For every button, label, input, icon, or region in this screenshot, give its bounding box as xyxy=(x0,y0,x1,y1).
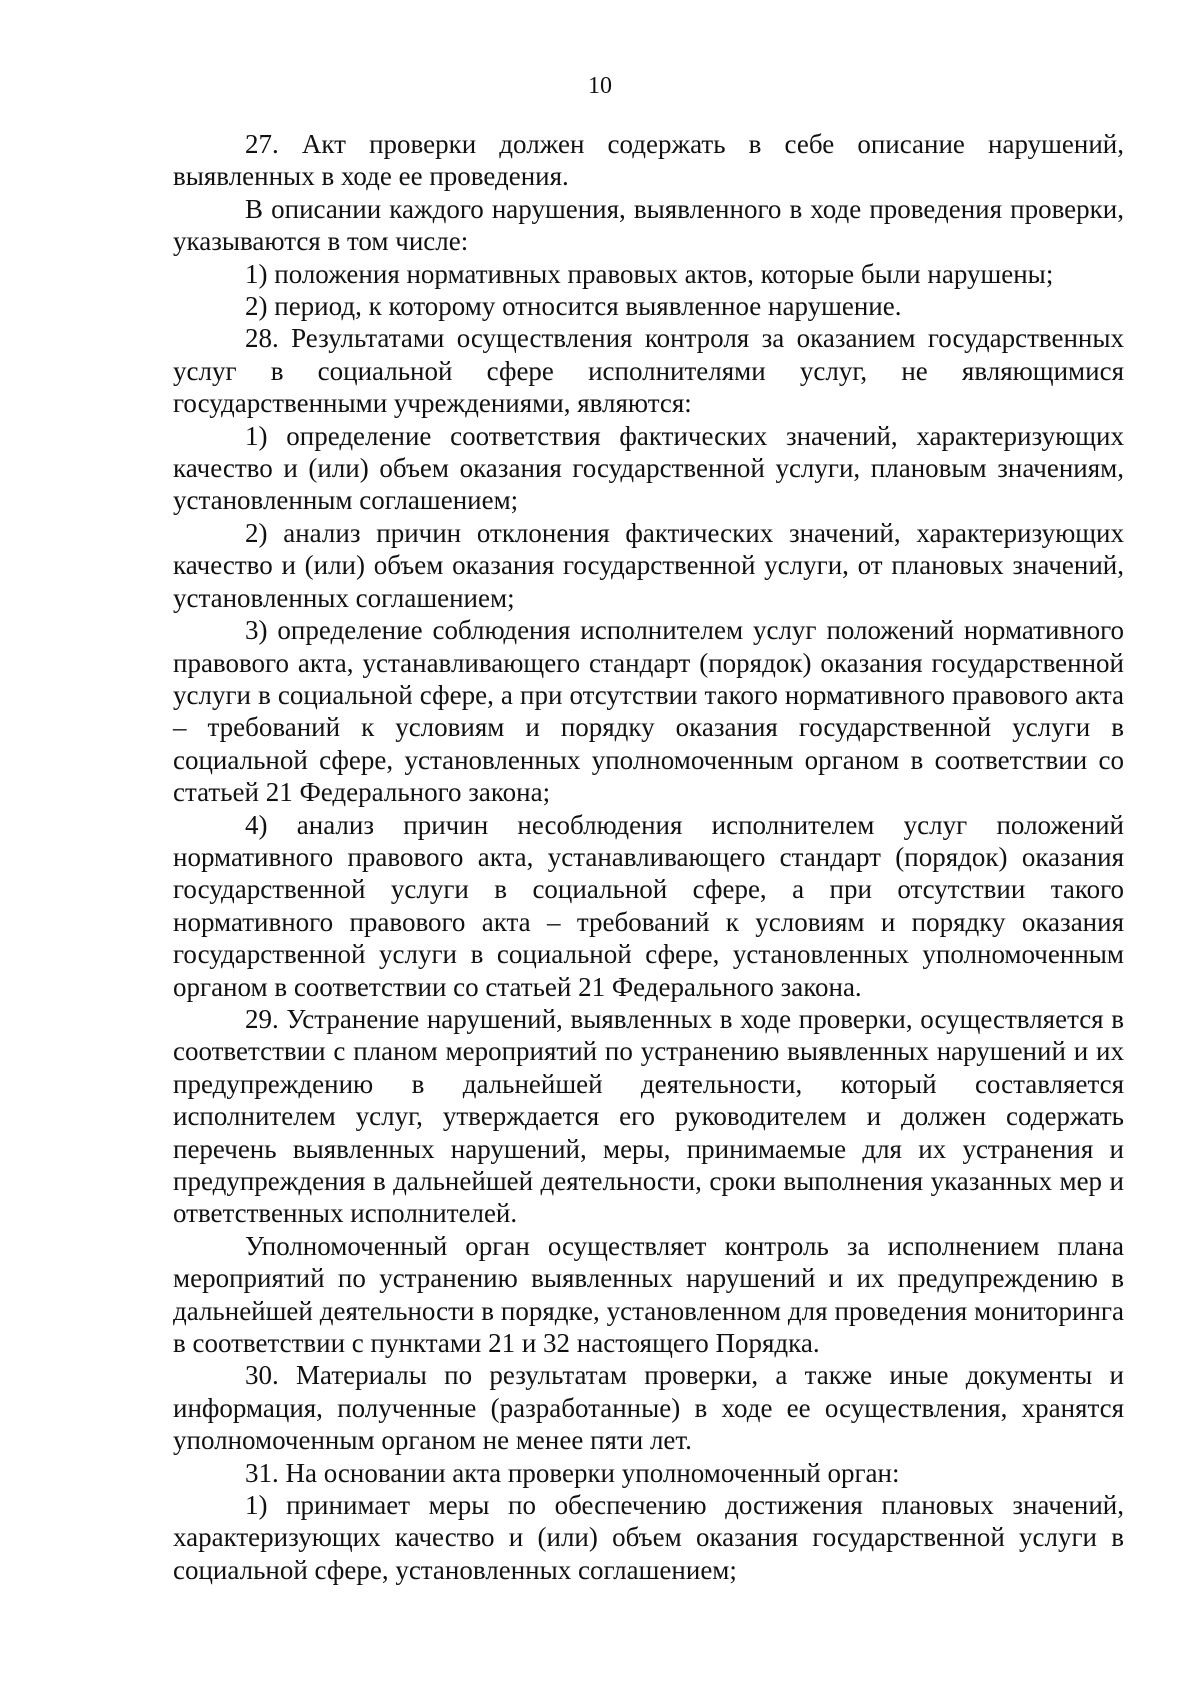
paragraph-29: 29. Устранение нарушений, выявленных в ходе проверки, осуществляется в соответствии с планом мероприятий по устранению выявленных нарушений и их предупреждению в дальнейшей деятельности, который составляется исполнителем услуг, утверждается его руководителем и должен содержать перечень выявленных нарушений, меры, принимаемые для их устранения и предупреждения в дальнейшей деятельности, сроки выполнения указанных мер и ответственных исполнителей. xyxy=(173,1003,1124,1229)
paragraph-27-item-1: 1) положения нормативных правовых актов, которые были нарушены; xyxy=(245,258,1054,289)
paragraph-27-description-requirement: В описании каждого нарушения, выявленного в ходе проведения проверки, указываются в том числе: xyxy=(173,193,1124,257)
paragraph-28-item-4: 4) анализ причин несоблюдения исполнителем услуг положений нормативного правового акта, устанавливающего стандарт (порядок) оказания государственной услуги в социальной сфере, а при отсутствии такого нормативного правового акта – требований к условиям и порядку оказания государственной услуги в социальной сфере, установленных уполномоченным органом в соответствии со статьей 21 Федерального закона. xyxy=(173,809,1124,1002)
paragraph-31-intro: 31. На основании акта проверки уполномоченный орган: xyxy=(245,1457,900,1488)
paragraph-28-item-2: 2) анализ причин отклонения фактических значений, характеризующих качество и (или) объем оказания государственной услуги, от плановых значений, установленных соглашением; xyxy=(173,517,1124,613)
paragraph-28-item-1: 1) определение соответствия фактических значений, характеризующих качество и (или) объем оказания государственной услуги, плановым значениям, установленным соглашением; xyxy=(173,420,1124,516)
paragraph-27-intro: 27. Акт проверки должен содержать в себе описание нарушений, выявленных в ходе ее проведения. xyxy=(173,129,1124,192)
paragraph-31-item-1: 1) принимает меры по обеспечению достижения плановых значений, характеризующих качество и (или) объем оказания государственной услуги в социальной сфере, установленных соглашением; xyxy=(173,1490,1124,1585)
paragraph-30: 30. Материалы по результатам проверки, а также иные документы и информация, полученные (разработанные) в ходе ее осуществления, хранятся уполномоченным органом не менее пяти лет. xyxy=(173,1360,1124,1456)
document-body xyxy=(173,128,1124,1586)
paragraph-28-intro: 28. Результатами осуществления контроля за оказанием государственных услуг в социальной сфере исполнителями услуг, не являющимися государственными учреждениями, являются: xyxy=(173,323,1124,419)
paragraph-27-item-2: 2) период, к которому относится выявленное нарушение. xyxy=(245,291,902,322)
paragraph-29-control: Уполномоченный орган осуществляет контроль за исполнением плана мероприятий по устранению выявленных нарушений и их предупреждению в дальнейшей деятельности в порядке, установленном для проведения мониторинга в соответствии с пунктами 21 и 32 настоящего Порядка. xyxy=(173,1230,1124,1359)
paragraph-28-item-3: 3) определение соблюдения исполнителем услуг положений нормативного правового акта, устанавливающего стандарт (порядок) оказания государственной услуги в социальной сфере, а при отсутствии такого нормативного правового акта – требований к условиям и порядку оказания государственной услуги в социальной сфере, установленных уполномоченным органом в соответствии со статьей 21 Федерального закона; xyxy=(173,615,1124,808)
page-number: 10 xyxy=(588,73,612,99)
